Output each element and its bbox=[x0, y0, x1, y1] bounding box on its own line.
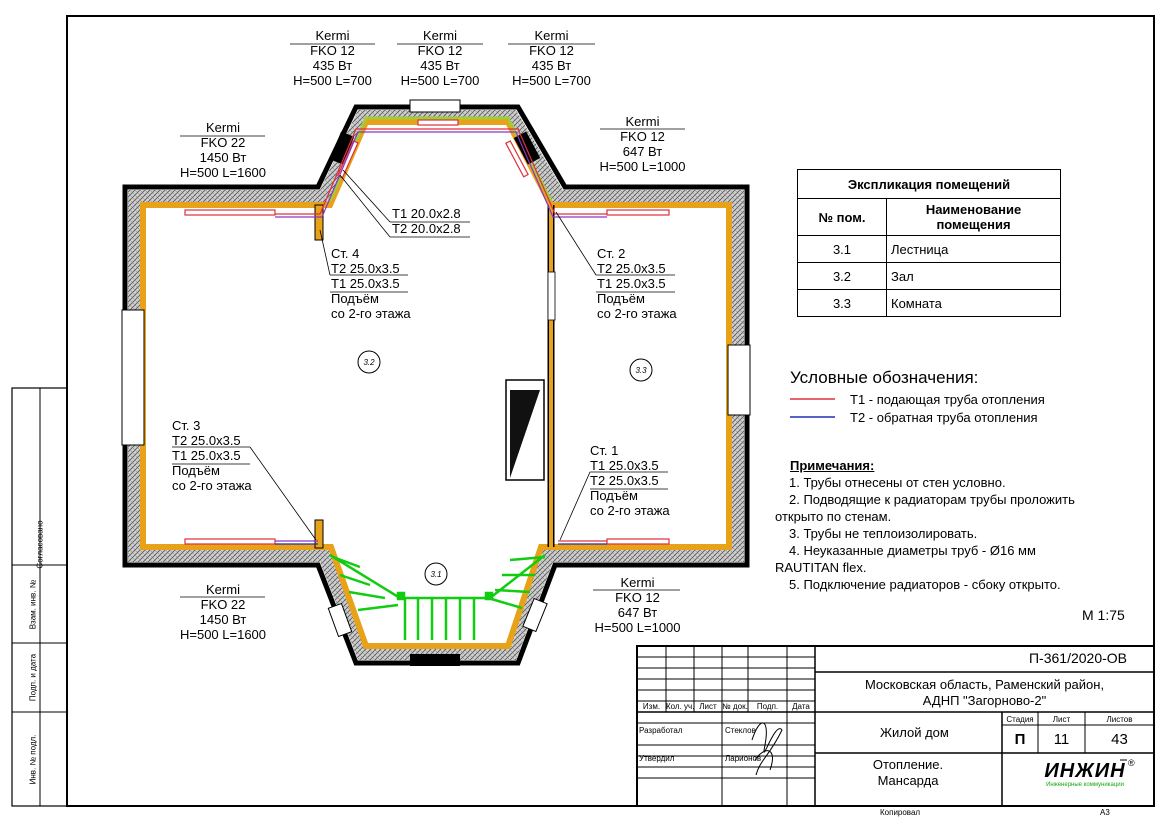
col-kol: Кол. уч. bbox=[666, 702, 695, 711]
side-stamp-agreed: Согласовано bbox=[35, 520, 45, 569]
riser-label-2: Ст. 2 Т2 25.0x3.5 Т1 25.0x3.5 Подъём со 2-го этажа bbox=[597, 246, 677, 321]
radiator-label-4: Kermi FKO 22 1450 Вт H=500 L=1600 bbox=[179, 120, 267, 180]
explication-table bbox=[797, 169, 1061, 317]
col-podp: Подп. bbox=[756, 702, 779, 711]
scale-label: М 1:75 bbox=[1082, 607, 1125, 623]
company-logo: ИНЖИН bbox=[1044, 760, 1126, 782]
name-approver: Ларионов bbox=[725, 754, 762, 763]
room-number-3-3: 3.3 bbox=[635, 366, 647, 375]
explication-col-name: Наименование помещения bbox=[887, 199, 1061, 236]
riser-label-3: Ст. 3 Т2 25.0x3.5 Т1 25.0x3.5 Подъём со 2-го этажа bbox=[172, 418, 252, 493]
window-top bbox=[410, 100, 460, 112]
radiator-label-5: Kermi FKO 12 647 Вт H=500 L=1000 bbox=[599, 114, 686, 174]
side-stamp-inv: Инв. № подл. bbox=[28, 734, 38, 785]
explication-col-num: № пом. bbox=[798, 199, 887, 236]
object-name: Жилой дом bbox=[880, 725, 949, 740]
list-header: Лист bbox=[1052, 715, 1071, 724]
explication-title: Экспликация помещений bbox=[798, 170, 1061, 199]
copied-label: Копировал bbox=[880, 808, 921, 817]
radiator-label-7: Kermi FKO 12 647 Вт H=500 L=1000 bbox=[594, 575, 681, 635]
col-ndok: № док. bbox=[722, 702, 748, 711]
riser-label-4: Ст. 4 Т2 25.0x3.5 Т1 25.0x3.5 Подъём со 2-го этажа bbox=[331, 246, 411, 321]
window-left bbox=[122, 310, 144, 445]
col-data: Дата bbox=[792, 702, 810, 711]
format-label: А3 bbox=[1100, 808, 1110, 817]
legend-title: Условные обозначения: bbox=[790, 368, 979, 387]
role-developer: Разработал bbox=[639, 726, 683, 735]
window-bottom bbox=[410, 654, 460, 666]
col-list: Лист bbox=[699, 702, 717, 711]
room-number-3-1: 3.1 bbox=[430, 570, 442, 579]
table-row: 3.1 Лестница bbox=[798, 236, 1061, 263]
logo-subtitle: Инженерные коммуникации bbox=[1046, 782, 1124, 788]
role-approver: Утвердил bbox=[639, 754, 675, 763]
notes-list: 1. Трубы отнесены от стен условно. 2. Подводящие к радиаторам трубы проложить открыто по стенам. 3. Трубы не теплоизолировать. 4. Неуказанные диаметры труб - Ø16 мм RAUTITAN flex. 5. Подключение радиаторов - сбоку открыто. bbox=[775, 475, 1075, 592]
side-stamp-sign-date: Подп. и дата bbox=[28, 653, 38, 702]
door-opening bbox=[548, 272, 555, 320]
list-value: 11 bbox=[1053, 731, 1070, 748]
stage-header: Стадия bbox=[1006, 715, 1034, 724]
lists-header: Листов bbox=[1106, 715, 1133, 724]
pipe-label-t2: Т2 20.0x2.8 bbox=[392, 221, 461, 236]
notes-title: Примечания: bbox=[790, 458, 875, 473]
side-stamp-replace: Взам. инв. № bbox=[28, 579, 38, 630]
radiator-label-3: Kermi FKO 12 435 Вт H=500 L=700 bbox=[512, 28, 591, 88]
table-row: 3.2 Зал bbox=[798, 263, 1061, 290]
stage-value: П bbox=[1014, 731, 1026, 748]
window-right bbox=[728, 345, 750, 415]
project-address: Московская область, Раменский район, АДНП "Загорново-2" bbox=[864, 677, 1105, 708]
radiator-label-2: Kermi FKO 12 435 Вт H=500 L=700 bbox=[400, 28, 480, 88]
registered-mark: ® bbox=[1128, 758, 1135, 768]
lists-value: 43 bbox=[1111, 731, 1128, 748]
document-code: П-361/2020-ОВ bbox=[1028, 650, 1127, 666]
radiator-label-6: Kermi FKO 22 1450 Вт H=500 L=1600 bbox=[179, 582, 267, 642]
pipe-label-t1: Т1 20.0x2.8 bbox=[392, 206, 461, 221]
sheet-title: Отопление. Мансарда bbox=[872, 757, 944, 788]
name-developer: Стеклов bbox=[725, 726, 756, 735]
radiator-label-1: Kermi FKO 12 435 Вт H=500 L=700 bbox=[293, 28, 372, 88]
riser-label-1: Ст. 1 Т1 25.0x3.5 Т2 25.0x3.5 Подъём со 2-го этажа bbox=[590, 443, 670, 518]
col-izm: Изм. bbox=[642, 702, 661, 711]
legend-t2-text: Т2 - обратная труба отопления bbox=[850, 410, 1038, 425]
table-row: 3.3 Комната bbox=[798, 290, 1061, 317]
legend-t1-text: Т1 - подающая труба отопления bbox=[850, 392, 1045, 407]
room-number-3-2: 3.2 bbox=[363, 358, 375, 367]
